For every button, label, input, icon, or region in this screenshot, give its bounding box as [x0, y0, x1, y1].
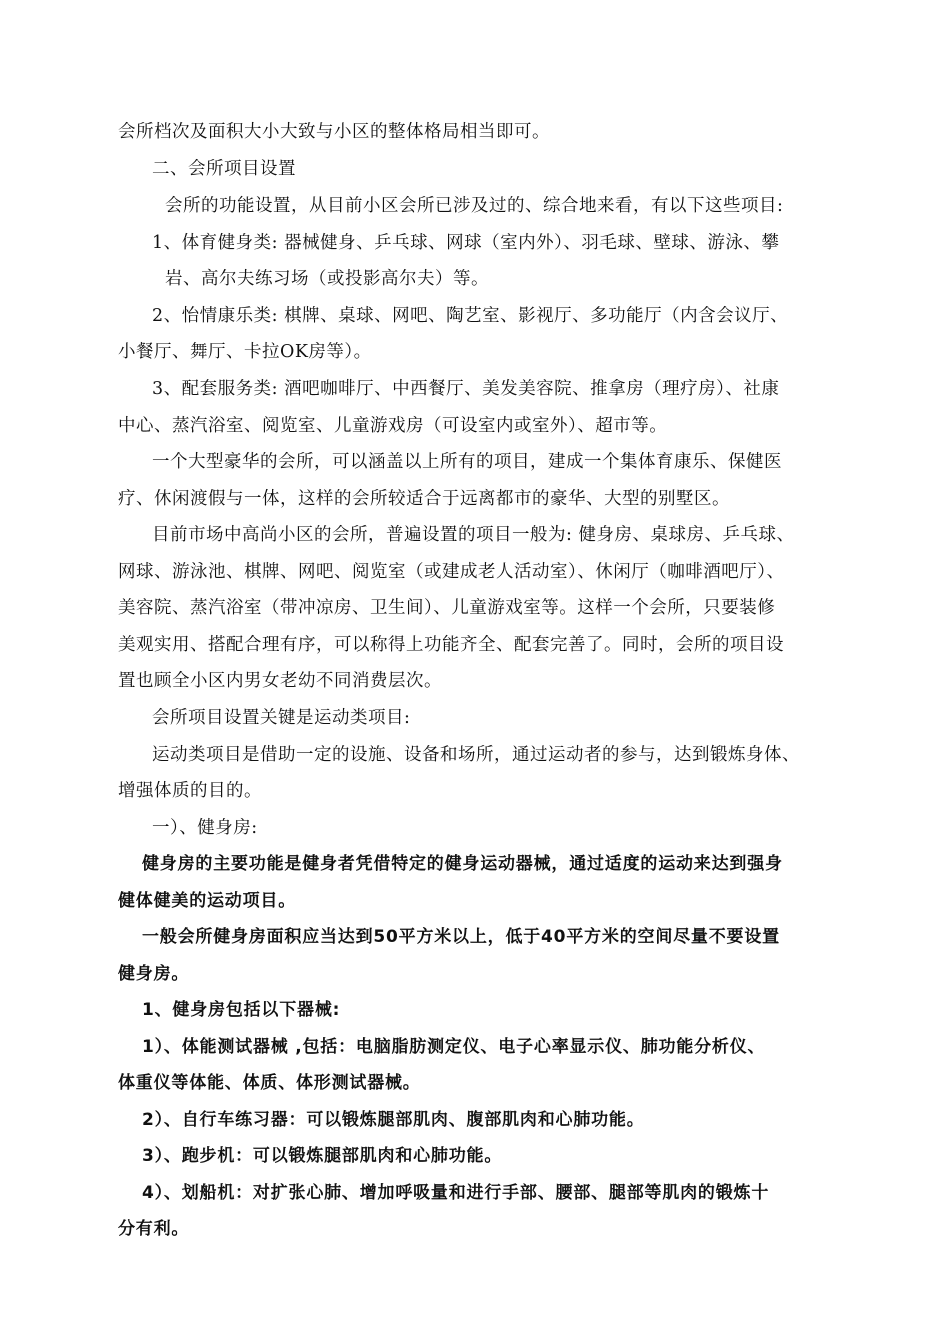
text-line: 置也顾全小区内男女老幼不同消费层次。	[118, 671, 442, 691]
text-line: 目前市场中高尚小区的会所，普遍设置的项目一般为: 健身房、桌球房、乒乓球、	[152, 525, 795, 545]
bold-text-line: 健身房的主要功能是健身者凭借特定的健身运动器械，通过适度的运动来达到强身	[142, 854, 783, 874]
bold-text-line: 健身房。	[118, 964, 190, 984]
bold-text-line: 分有利。	[118, 1219, 190, 1239]
text-line: 美容院、蒸汽浴室（带冲凉房、卫生间）、儿童游戏室等。这样一个会所，只要装修	[118, 598, 776, 618]
text-line: 增强体质的目的。	[118, 781, 262, 801]
text-line: 会所项目设置关键是运动类项目:	[152, 708, 411, 728]
text-line: 运动类项目是借助一定的设施、设备和场所，通过运动者的参与，达到锻炼身体、	[152, 745, 800, 765]
text-line: 美观实用、搭配合理有序，可以称得上功能齐全、配套完善了。同时，会所的项目设	[118, 635, 784, 655]
subsection-heading: 一）、健身房:	[152, 818, 258, 838]
text-line: 中心、蒸汽浴室、阅览室、儿童游戏房（可设室内或室外）、超市等。	[118, 416, 668, 436]
text-line: 1、体育健身类: 器械健身、乒乓球、网球（室内外）、羽毛球、壁球、游泳、攀	[152, 233, 780, 253]
bold-text-line: 4）、划船机：对扩张心肺、增加呼吸量和进行手部、腰部、腿部等肌肉的锻炼十	[142, 1183, 770, 1203]
text-line: 网球、游泳池、棋牌、网吧、阅览室（或建成老人活动室）、休闲厅（咖啡酒吧厅）、	[118, 562, 785, 582]
bold-text-line: 健体健美的运动项目。	[118, 891, 296, 911]
section-heading: 二、会所项目设置	[152, 159, 296, 179]
text-line: 3、配套服务类: 酒吧咖啡厅、中西餐厅、美发美容院、推拿房（理疗房）、社康	[152, 379, 780, 399]
bold-text-line: 2）、自行车练习器：可以锻炼腿部肌肉、腹部肌肉和心肺功能。	[142, 1110, 645, 1130]
text-line: 2、怡情康乐类: 棋牌、桌球、网吧、陶艺室、影视厅、多功能厅（内含会议厅、	[152, 306, 789, 326]
bold-text-line: 3）、跑步机：可以锻炼腿部肌肉和心肺功能。	[142, 1146, 503, 1166]
text-line: 会所的功能设置，从目前小区会所已涉及过的、综合地来看，有以下这些项目:	[165, 196, 784, 216]
text-line: 疗、休闲渡假与一体，这样的会所较适合于远离都市的豪华、大型的别墅区。	[118, 489, 730, 509]
text-line: 一个大型豪华的会所，可以涵盖以上所有的项目，建成一个集体育康乐、保健医	[152, 452, 782, 472]
bold-text-line: 1、健身房包括以下器械:	[142, 1000, 341, 1020]
bold-text-line: 一般会所健身房面积应当达到50平方米以上，低于40平方米的空间尽量不要设置	[142, 927, 780, 947]
text-line: 会所档次及面积大小大致与小区的整体格局相当即可。	[118, 122, 550, 142]
text-line: 岩、高尔夫练习场（或投影高尔夫）等。	[165, 269, 489, 289]
bold-text-line: 体重仪等体能、体质、体形测试器械。	[118, 1073, 421, 1093]
text-line: 小餐厅、舞厅、卡拉OK房等）。	[118, 342, 372, 362]
bold-text-line: 1）、体能测试器械 ,包括：电脑脂肪测定仪、电子心率显示仪、肺功能分析仪、	[142, 1037, 766, 1057]
